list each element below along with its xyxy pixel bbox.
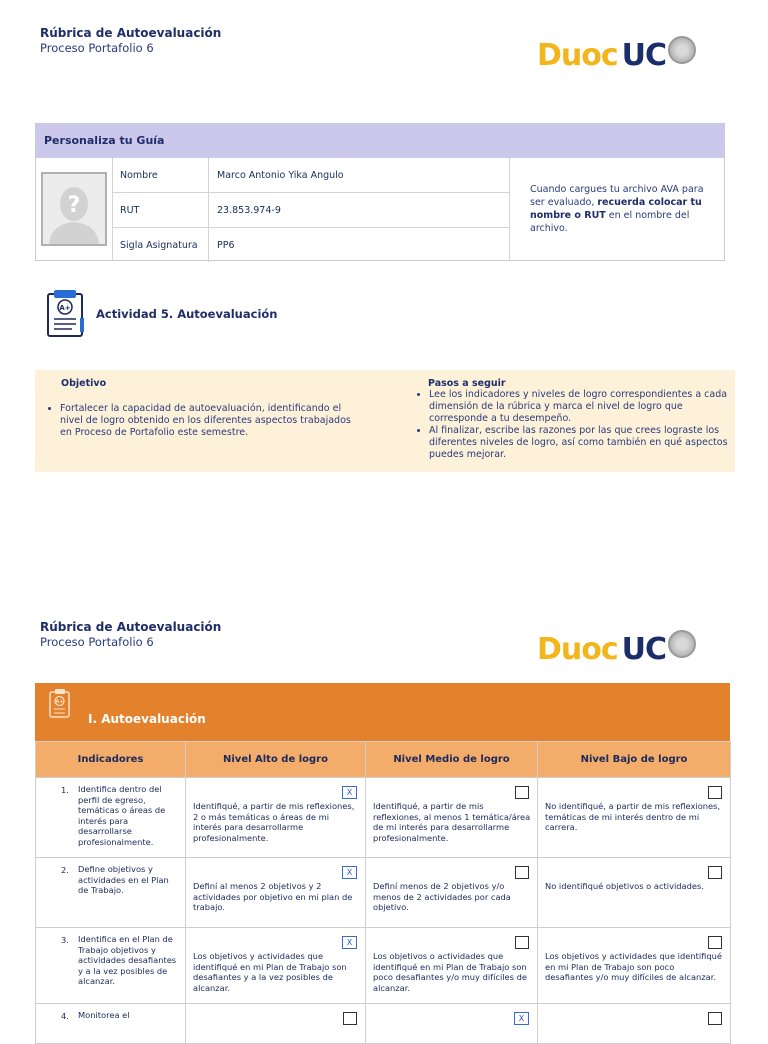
field-label: RUT — [113, 193, 209, 227]
level-high-cell — [186, 858, 366, 928]
steps-title: Pasos a seguir — [428, 378, 506, 389]
svg-text:A+: A+ — [59, 304, 71, 312]
checkbox-high[interactable] — [343, 1012, 357, 1025]
level-text: Definí al menos 2 objetivos y 2 actividades por objetivo en mi plan de trabajo. — [193, 881, 353, 912]
level-text: No identifiqué objetivos o actividades. — [545, 881, 704, 891]
column-header: Nivel Medio de logro — [366, 742, 538, 778]
level-high-cell — [186, 928, 366, 1004]
indicator-text: Monitorea el — [78, 1010, 130, 1020]
checkbox-medium[interactable] — [515, 786, 529, 799]
indicator-number: 2. — [61, 865, 69, 875]
indicator-text: Identifica dentro del perfil de egreso, temáticas o áreas de interés para desarrollarse profesionalmente. — [78, 784, 166, 847]
column-header: Nivel Bajo de logro — [538, 742, 731, 778]
checkbox-medium[interactable] — [515, 866, 529, 879]
checkbox-high[interactable]: X — [342, 936, 357, 949]
checkbox-low[interactable] — [708, 1012, 722, 1025]
indicator-number: 4. — [61, 1011, 69, 1021]
column-header: Nivel Alto de logro — [186, 742, 366, 778]
rubric-grade-icon — [44, 290, 88, 338]
table-row — [36, 858, 731, 928]
checkbox-medium[interactable] — [515, 936, 529, 949]
logo-duoc-text: Duoc — [537, 38, 618, 73]
logo-uc-text: UC — [621, 632, 667, 667]
table-row — [36, 778, 731, 858]
rubric-grid — [35, 741, 731, 1044]
level-text: Identifiqué, a partir de mis reflexiones, 2 o más temáticas o áreas de mi interés para desarrollarme profesionalmente. — [193, 801, 355, 843]
level-high-cell — [186, 778, 366, 858]
level-text: Identifiqué, a partir de mis reflexiones, al menos 1 temática/área de mi interés para desarrollarme profesionalmente. — [373, 801, 531, 843]
level-medium-cell — [366, 778, 538, 858]
page-header-2 — [40, 620, 221, 649]
indicator-cell — [36, 928, 186, 1004]
field-value-nombre[interactable]: Marco Antonio Yika Angulo — [217, 169, 344, 181]
level-text: Los objetivos y actividades que identifiqué en mi Plan de Trabajo son poco desafiantes y/o muy difíciles de alcanzar. — [545, 951, 723, 982]
indicator-cell — [36, 778, 186, 858]
university-seal-icon — [668, 36, 696, 64]
indicator-text: Identifica en el Plan de Trabajo objetivos y actividades desafiantes y a la vez posibles de alcanzar. — [78, 934, 177, 986]
column-header: Indicadores — [36, 742, 186, 778]
steps-item: • Lee los indicadores y niveles de logro correspondientes a cada dimensión de la rúbrica y marca el nivel de logro que corresponde a tu desempeño. — [429, 389, 729, 425]
guide-card — [35, 123, 725, 261]
level-low-cell — [538, 858, 731, 928]
page-title: Rúbrica de Autoevaluación — [40, 620, 222, 634]
student-fields — [113, 158, 510, 260]
rubric-section-title: I. Autoevaluación — [88, 712, 206, 726]
checkbox-high[interactable]: X — [342, 786, 357, 799]
svg-text:?: ? — [67, 193, 81, 218]
objective-panel — [35, 370, 735, 472]
activity-title: Actividad 5. Autoevaluación — [96, 307, 278, 321]
indicator-number: 3. — [61, 935, 69, 945]
field-label: Nombre — [113, 158, 209, 192]
steps-item: • Al finalizar, escribe las razones por las que crees lograste los diferentes niveles de logro, así como también en qué aspectos puedes mejorar. — [429, 425, 729, 461]
logo-uc-text: UC — [621, 38, 667, 73]
checkbox-low[interactable] — [708, 936, 722, 949]
field-label: Sigla Asignatura — [113, 228, 209, 262]
duoc-uc-logo — [537, 632, 696, 667]
page-header — [40, 26, 221, 55]
level-text: Definí menos de 2 objetivos y/o menos de 2 actividades por cada objetivo. — [373, 881, 511, 912]
checkbox-low[interactable] — [708, 866, 722, 879]
university-seal-icon — [668, 630, 696, 658]
checkbox-low[interactable] — [708, 786, 722, 799]
checkbox-medium[interactable]: X — [514, 1012, 529, 1025]
page-subtitle: Proceso Portafolio 6 — [40, 635, 154, 649]
avatar-placeholder-icon — [41, 172, 107, 246]
indicator-cell — [36, 858, 186, 928]
field-row-sigla — [113, 228, 509, 262]
level-low-cell — [538, 928, 731, 1004]
level-medium-cell — [366, 928, 538, 1004]
steps-block — [419, 378, 729, 461]
indicator-text: Define objetivos y actividades en el Plan de Trabajo. — [78, 864, 169, 895]
upload-note — [510, 158, 724, 260]
svg-text:A+: A+ — [55, 699, 64, 705]
field-row-rut — [113, 193, 509, 228]
rubric-table — [35, 683, 730, 1044]
field-row-nombre — [113, 158, 509, 193]
objective-block — [35, 378, 365, 439]
field-value-rut[interactable]: 23.853.974-9 — [217, 204, 281, 216]
activity-heading — [44, 290, 277, 338]
rubric-grade-icon — [48, 689, 72, 719]
level-low-cell — [538, 778, 731, 858]
level-text: Los objetivos o actividades que identifiqué en mi Plan de Trabajo son poco desafiantes y/o muy difíciles de alcanzar. — [373, 951, 527, 993]
note-text-bold: recuerda colocar tu nombre o RUT — [530, 197, 702, 221]
duoc-uc-logo — [537, 38, 696, 73]
checkbox-high[interactable]: X — [342, 866, 357, 879]
level-text: Los objetivos y actividades que identifiqué en mi Plan de Trabajo son desafiantes y a la vez posibles de alcanzar. — [193, 951, 347, 993]
level-text: No identifiqué, a partir de mis reflexiones, temáticas de mi interés dentro de mi carrera. — [545, 801, 721, 832]
note-text-2: en el nombre del archivo. — [530, 210, 690, 234]
rubric-section-header — [35, 683, 730, 741]
page-title: Rúbrica de Autoevaluación — [40, 26, 222, 40]
guide-title: Personaliza tu Guía — [36, 124, 724, 158]
logo-duoc-text: Duoc — [537, 632, 618, 667]
objective-title: Objetivo — [61, 378, 107, 389]
avatar-cell — [36, 158, 113, 260]
field-value-sigla[interactable]: PP6 — [217, 239, 235, 251]
page-subtitle: Proceso Portafolio 6 — [40, 41, 154, 55]
objective-item: • Fortalecer la capacidad de autoevaluación, identificando el nivel de logro obtenido en los diferentes aspectos trabajados en Proceso de Portafolio este semestre. — [60, 403, 365, 439]
table-row — [36, 928, 731, 1004]
level-medium-cell — [366, 858, 538, 928]
note-text-1: Cuando cargues tu archivo AVA para ser evaluado, — [530, 184, 704, 208]
indicator-number: 1. — [61, 785, 69, 795]
rubric-header-row — [36, 742, 731, 778]
